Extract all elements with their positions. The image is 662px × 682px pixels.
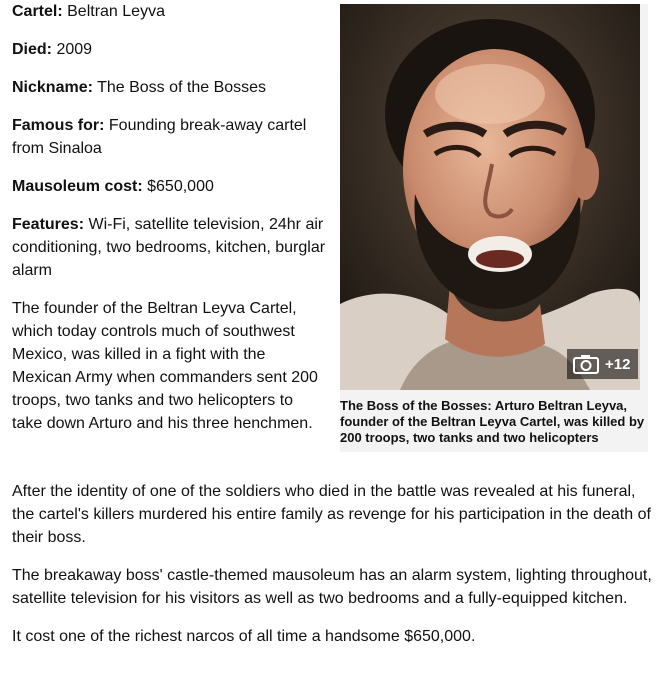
fact-label: Mausoleum cost: — [12, 178, 143, 195]
gallery-button[interactable] — [567, 349, 638, 379]
fact-died — [12, 38, 327, 61]
fact-value: 2009 — [52, 41, 93, 58]
fact-features — [12, 213, 327, 282]
portrait-illustration — [340, 4, 640, 390]
fact-value: Wi-Fi, satellite television, 24hr air conditioning, two bedrooms, kitchen, burglar alarm — [12, 216, 326, 279]
photo-caption: The Boss of the Bosses: Arturo Beltran Leyva, founder of the Beltran Leyva Cartel, was killed by 200 troops, two tanks and two helicopters — [340, 398, 645, 445]
fact-label: Features: — [12, 216, 85, 233]
fact-value: $650,000 — [142, 178, 214, 195]
fact-mausoleum-cost — [12, 175, 327, 198]
photo-figure — [340, 4, 648, 452]
paragraph-cost: It cost one of the richest narcos of all time a handsome $650,000. — [12, 628, 476, 645]
camera-icon — [573, 354, 599, 374]
gallery-count: +12 — [605, 355, 631, 373]
fact-famous-for — [12, 114, 327, 160]
article-continuation — [12, 480, 652, 663]
fact-nickname — [12, 76, 327, 99]
fact-value: Beltran Leyva — [62, 3, 165, 20]
fact-label: Died: — [12, 41, 52, 58]
paragraph-mausoleum: The breakaway boss' castle-themed mausoleum has an alarm system, lighting throughout, satellite television for his visitors as well as two bedrooms and a fully-equipped kitchen. — [12, 567, 652, 607]
fact-label: Cartel: — [12, 3, 63, 20]
fact-label: Famous for: — [12, 117, 105, 134]
portrait-photo[interactable] — [340, 4, 640, 390]
fact-value: Founding break-away cartel from Sinaloa — [12, 117, 307, 157]
fact-value: The Boss of the Bosses — [92, 79, 267, 96]
paragraph-founder: The founder of the Beltran Leyva Cartel, which today controls much of southwest Mexico, was killed in a fight with the Mexican Army when commanders sent 200 troops, two tanks and two helicopters to take down Arturo and his three henchmen. — [12, 300, 318, 432]
fact-cartel — [12, 0, 327, 23]
paragraph-revenge: After the identity of one of the soldiers who died in the battle was revealed at his funeral, the cartel's killers murdered his entire family as revenge for his participation in the death of their boss. — [12, 483, 651, 546]
fact-label: Nickname: — [12, 79, 93, 96]
